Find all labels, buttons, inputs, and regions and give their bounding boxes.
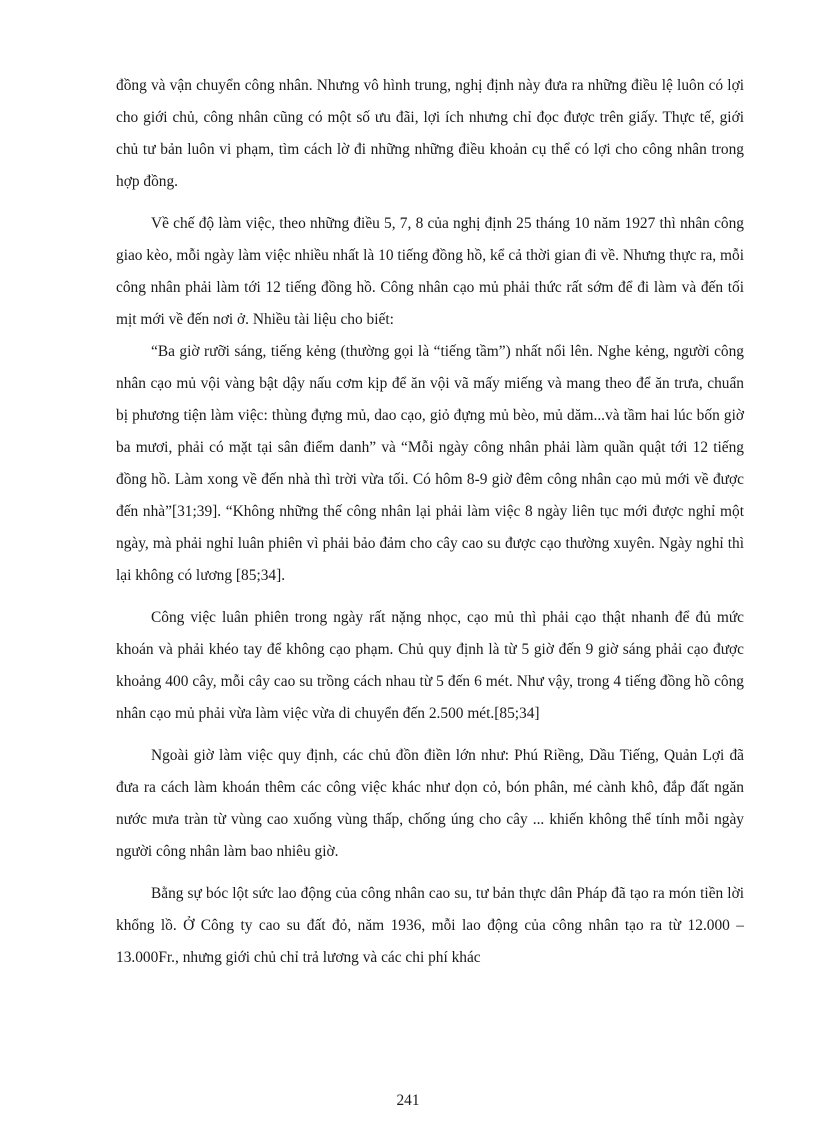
paragraph-gap <box>116 868 744 878</box>
paragraph-gap <box>116 592 744 602</box>
paragraph-continuation: đồng và vận chuyển công nhân. Nhưng vô hình trung, nghị định này đưa ra những điều lệ luôn có lợi cho giới chủ, công nhân cũng có một số ưu đãi, lợi ích nhưng chỉ đọc được trên giấy. Thực tế, giới chủ tư bản luôn vi phạm, tìm cách lờ đi những những điều khoản cụ thể có lợi cho công nhân trong hợp đồng. <box>116 77 744 190</box>
paragraph-rotation-work: Công việc luân phiên trong ngày rất nặng nhọc, cạo mủ thì phải cạo thật nhanh để đủ mức khoán và phải khéo tay để không cạo phạm. Chủ quy định là từ 5 giờ đến 9 giờ sáng phải cạo được khoảng 400 cây, mỗi cây cao su trồng cách nhau từ 5 đến 6 mét. Như vậy, trong 4 tiếng đồng hồ công nhân cạo mủ phải vừa làm việc vừa di chuyển đến 2.500 mét.[85;34] <box>116 609 744 722</box>
paragraph-gap <box>116 730 744 740</box>
paragraph-quotation: “Ba giờ rưỡi sáng, tiếng kẻng (thường gọi là “tiếng tầm”) nhất nổi lên. Nghe kẻng, người công nhân cạo mủ vội vàng bật dậy nấu cơm kịp để ăn vội vã mấy miếng và mang theo để ăn trưa, chuẩn bị phương tiện làm việc: thùng đựng mủ, dao cạo, giỏ đựng mủ bèo, mủ dăm...và tầm hai lúc bốn giờ ba mươi, phải có mặt tại sân điểm danh” và “Mỗi ngày công nhân phải làm quần quật tới 12 tiếng đồng hồ. Làm xong về đến nhà thì trời vừa tối. Có hôm 8-9 giờ đêm công nhân cạo mủ mới về được đến nhà”[31;39]. “Không những thế công nhân lại phải làm việc 8 ngày liên tục mới được nghỉ một ngày, mà phải nghỉ luân phiên vì phải bảo đảm cho cây cao su được cạo thường xuyên. Ngày nghỉ thì lại không có lương [85;34]. <box>116 343 744 584</box>
paragraph-extra-work: Ngoài giờ làm việc quy định, các chủ đồn điền lớn như: Phú Riềng, Dầu Tiếng, Quản Lợi đã đưa ra cách làm khoán thêm các công việc khác như dọn cỏ, bón phân, mé cành khô, đắp đất ngăn nước mưa tràn từ vùng cao xuống vùng thấp, chống úng cho cây ... khiến không thể tính mỗi ngày người công nhân làm bao nhiêu giờ. <box>116 747 744 860</box>
page-number: 241 <box>396 1092 420 1109</box>
paragraph-gap <box>116 198 744 208</box>
paragraph-working-regime: Về chế độ làm việc, theo những điều 5, 7, 8 của nghị định 25 tháng 10 năm 1927 thì nhân công giao kèo, mỗi ngày làm việc nhiều nhất là 10 tiếng đồng hồ, kể cả thời gian đi về. Nhưng thực ra, mỗi công nhân phải làm tới 12 tiếng đồng hồ. Công nhân cạo mủ phải thức rất sớm để đi làm và đến tối mịt mới về đến nơi ở. Nhiều tài liệu cho biết: <box>116 215 744 328</box>
paragraph-exploitation: Bằng sự bóc lột sức lao động của công nhân cao su, tư bản thực dân Pháp đã tạo ra món tiền lời khổng lồ. Ở Công ty cao su đất đỏ, năm 1936, mỗi lao động của công nhân tạo ra từ 12.000 – 13.000Fr., nhưng giới chủ chỉ trả lương và các chi phí khác <box>116 885 744 966</box>
page-body <box>116 70 744 974</box>
